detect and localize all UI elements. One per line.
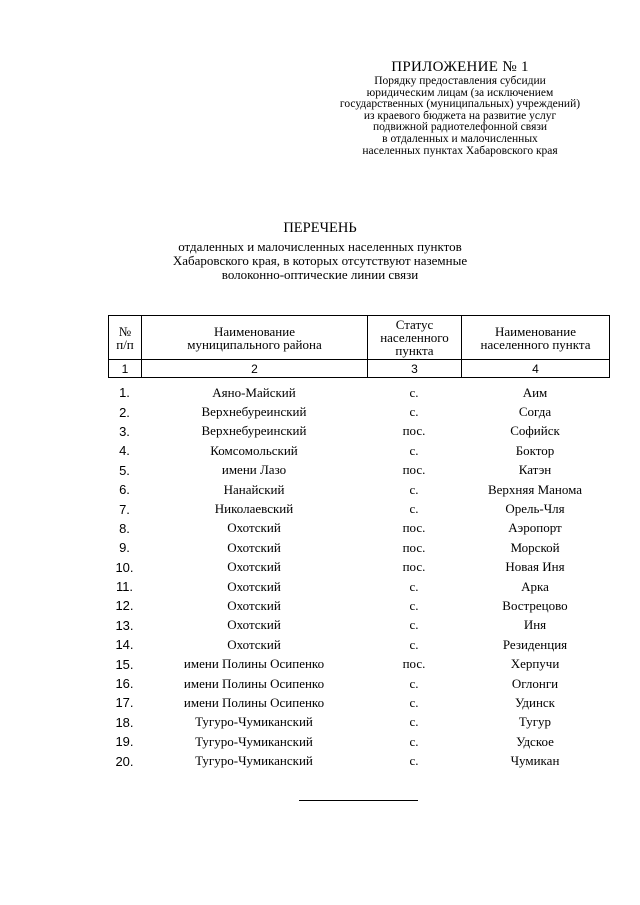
row-settlement: Удское — [516, 733, 554, 749]
row-district: Охотский — [227, 578, 281, 594]
annex-line: государственных (муниципальных) учреждений) — [339, 98, 581, 111]
row-number: 7. — [119, 501, 130, 517]
row-district: имени Полины Осипенко — [183, 694, 325, 710]
table-row — [108, 441, 609, 460]
row-settlement: Тугур — [518, 714, 552, 730]
row-number: 8. — [119, 520, 130, 536]
row-number: 18. — [115, 714, 134, 730]
annex-title: ПРИЛОЖЕНИЕ № 1 — [391, 59, 529, 75]
row-settlement: Аим — [522, 384, 548, 400]
header-num — [109, 316, 142, 360]
row-district: Нанайский — [223, 481, 285, 497]
table-row — [108, 422, 609, 441]
row-number: 4. — [119, 443, 130, 459]
row-status: с. — [409, 597, 419, 613]
table-row — [108, 538, 609, 557]
row-number: 17. — [115, 695, 134, 711]
header-status-line: населенного — [380, 330, 449, 345]
annex-line: юридическим лицам (за исключением — [366, 86, 554, 99]
end-divider — [299, 800, 418, 801]
header-num-line: п/п — [116, 336, 134, 352]
row-number: 3. — [119, 423, 130, 439]
table-row — [108, 480, 609, 499]
row-status: с. — [409, 501, 419, 517]
row-district: Охотский — [227, 520, 281, 536]
row-status: пос. — [402, 423, 426, 439]
row-status: с. — [409, 617, 419, 633]
row-status: с. — [409, 442, 419, 458]
header-settlement-line: Наименование — [495, 323, 576, 339]
row-settlement: Арка — [521, 578, 549, 594]
row-number: 5. — [119, 462, 130, 478]
row-district: Охотский — [227, 559, 281, 575]
row-settlement: Новая Иня — [505, 559, 565, 575]
header-status — [368, 316, 462, 360]
table-row — [108, 402, 609, 421]
row-status: с. — [409, 675, 419, 691]
row-district: Охотский — [227, 539, 281, 555]
row-district: Верхнебуреинский — [201, 423, 307, 439]
row-number: 9. — [119, 540, 130, 556]
header-district-line: муниципального района — [187, 336, 322, 352]
row-status: с. — [409, 578, 419, 594]
table-row — [108, 461, 609, 480]
row-settlement: Оглонги — [511, 675, 559, 691]
row-district: Тугуро-Чумиканский — [195, 753, 313, 769]
header-status-line: Статус — [395, 317, 434, 332]
header-settlement-line: населенного пункта — [480, 336, 591, 352]
row-settlement: Резиденция — [502, 636, 568, 652]
table-row — [108, 499, 609, 518]
row-status: с. — [409, 481, 419, 497]
document-subtitle — [0, 240, 640, 282]
subtitle-line: волоконно-оптические линии связи — [221, 267, 419, 282]
row-settlement: Катэн — [518, 462, 552, 478]
row-settlement: Боктор — [515, 442, 555, 458]
row-number: 14. — [115, 637, 134, 653]
row-settlement: Орель-Чля — [505, 501, 565, 517]
row-district: имени Лазо — [221, 462, 287, 478]
row-settlement: Удинск — [515, 694, 555, 710]
row-status: с. — [409, 694, 419, 710]
table-row — [108, 732, 609, 751]
table-row — [108, 596, 609, 615]
table-body — [108, 383, 609, 771]
row-district: Охотский — [227, 636, 281, 652]
annex-block — [310, 58, 610, 157]
row-status: пос. — [402, 520, 426, 536]
row-status: пос. — [402, 559, 426, 575]
row-status: с. — [409, 753, 419, 769]
header-district-line: Наименование — [214, 323, 295, 339]
row-number: 20. — [115, 753, 134, 769]
row-status: с. — [409, 636, 419, 652]
row-settlement: Согда — [518, 404, 552, 420]
column-number: 2 — [142, 360, 368, 378]
column-number: 4 — [462, 360, 610, 378]
row-settlement: Вострецово — [502, 597, 568, 613]
row-district: Комсомольский — [210, 442, 298, 458]
row-status: пос. — [402, 462, 426, 478]
row-number: 1. — [119, 385, 130, 401]
table-row — [108, 577, 609, 596]
column-number: 3 — [368, 360, 462, 378]
table-row — [108, 674, 609, 693]
table-header — [108, 315, 610, 378]
row-number: 11. — [115, 579, 134, 595]
header-settlement — [462, 316, 610, 360]
row-settlement: Чумикан — [510, 753, 560, 769]
table-row — [108, 713, 609, 732]
row-status: с. — [409, 404, 419, 420]
annex-line: Порядку предоставления субсидии — [374, 75, 546, 87]
row-settlement: Иня — [523, 617, 547, 633]
row-district: Охотский — [227, 597, 281, 613]
row-status: пос. — [402, 656, 426, 672]
row-number: 15. — [115, 656, 134, 672]
row-number: 19. — [115, 734, 134, 750]
table-row — [108, 616, 609, 635]
table-row — [108, 654, 609, 673]
subtitle-line: отдаленных и малочисленных населенных пунктов — [178, 239, 462, 254]
table-row — [108, 751, 609, 770]
table-row — [108, 635, 609, 654]
row-status: с. — [409, 714, 419, 730]
document-title: ПЕРЕЧЕНЬ — [283, 220, 357, 236]
row-status: пос. — [402, 539, 426, 555]
row-number: 2. — [119, 404, 130, 420]
row-number: 6. — [119, 482, 130, 498]
row-number: 16. — [115, 676, 134, 692]
row-status: с. — [409, 733, 419, 749]
row-settlement: Верхняя Манома — [487, 481, 583, 497]
table-row — [108, 519, 609, 538]
row-district: Аяно-Майский — [212, 384, 296, 400]
subtitle-line: Хабаровского края, в которых отсутствуют наземные — [172, 253, 468, 268]
table-row — [108, 558, 609, 577]
row-number: 12. — [115, 598, 134, 614]
row-district: Тугуро-Чумиканский — [195, 733, 313, 749]
row-district: имени Полины Осипенко — [183, 656, 325, 672]
table-row — [108, 383, 609, 402]
row-district: Тугуро-Чумиканский — [195, 714, 313, 730]
annex-line: подвижной радиотелефонной связи — [372, 121, 548, 134]
row-status: с. — [409, 384, 419, 400]
row-settlement: Аэропорт — [508, 520, 562, 536]
row-settlement: Херпучи — [510, 656, 560, 672]
column-number: 1 — [109, 360, 142, 378]
row-district: Верхнебуреинский — [201, 404, 307, 420]
header-num-line: № — [118, 323, 132, 339]
header-district — [142, 316, 368, 360]
row-settlement: Софийск — [510, 423, 560, 439]
table-row — [108, 693, 609, 712]
annex-line: из краевого бюджета на развитие услуг — [363, 109, 557, 122]
annex-line: населенных пунктах Хабаровского края — [362, 144, 558, 157]
row-number: 10. — [115, 559, 134, 575]
row-district: Николаевский — [214, 501, 294, 517]
header-status-line: пункта — [395, 343, 434, 358]
annex-line: в отдаленных и малочисленных — [382, 132, 538, 145]
row-district: Охотский — [227, 617, 281, 633]
row-district: имени Полины Осипенко — [183, 675, 325, 691]
row-number: 13. — [115, 617, 134, 633]
row-settlement: Морской — [510, 539, 560, 555]
